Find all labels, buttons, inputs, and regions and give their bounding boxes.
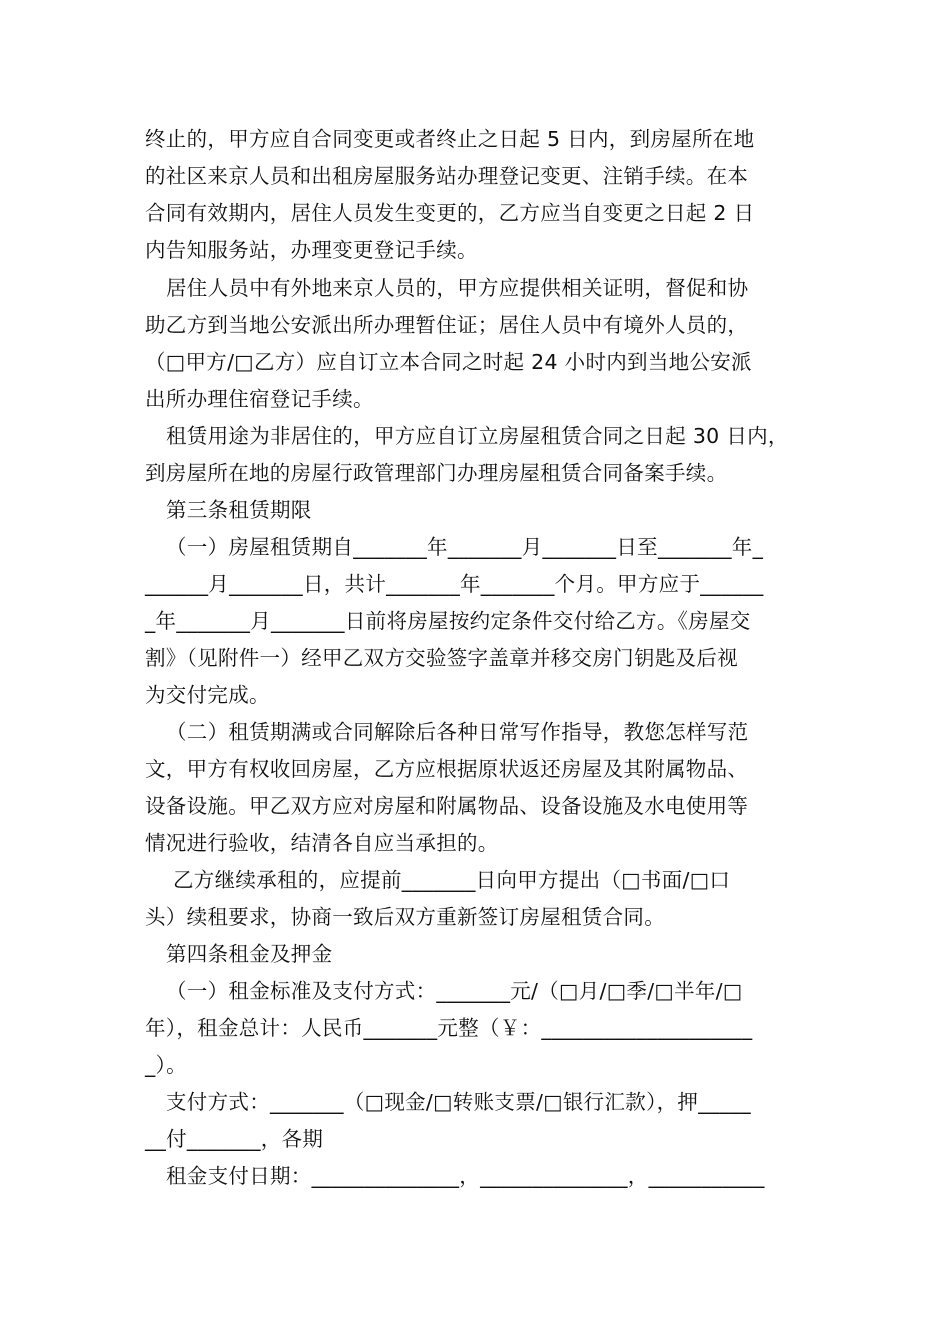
text-line: 租金支付日期：______________，______________，___________: [166, 1164, 765, 1188]
text-line: 设备设施。甲乙双方应对房屋和附属物品、设备设施及水电使用等: [145, 794, 749, 818]
text-line: _年_______月_______日前将房屋按约定条件交付给乙方。《房屋交: [145, 609, 751, 633]
text-line: 情况进行验收，结清各自应当承担的。: [145, 831, 499, 855]
section-heading: 第四条租金及押金: [166, 942, 333, 966]
text-line: 合同有效期内，居住人员发生变更的，乙方应当自变更之日起 2 日: [145, 201, 755, 225]
text-line: 到房屋所在地的房屋行政管理部门办理房屋租赁合同备案手续。: [145, 461, 728, 485]
text-line: 的社区来京人员和出租房屋服务站办理登记变更、注销手续。在本: [145, 164, 749, 188]
text-line: 年），租金总计：人民币_______元整（￥：____________________: [145, 1016, 753, 1040]
text-line: 为交付完成。: [145, 683, 270, 707]
text-line: 文，甲方有权收回房屋，乙方应根据原状返还房屋及其附属物品、: [145, 757, 749, 781]
text-line: （二）租赁期满或合同解除后各种日常写作指导，教您怎样写范: [166, 720, 749, 744]
text-line: 出所办理住宿登记手续。: [145, 387, 374, 411]
text-line: （□甲方/□乙方）应自订立本合同之时起 24 小时内到当地公安派: [145, 350, 752, 374]
text-line: 租赁用途为非居住的，甲方应自订立房屋租赁合同之日起 30 日内，: [166, 424, 789, 448]
text-line: （一）租金标准及支付方式：_______元/（□月/□季/□半年/□: [166, 979, 743, 1003]
section-heading: 第三条租赁期限: [166, 498, 312, 522]
text-line: _）。: [145, 1053, 187, 1077]
text-line: 内告知服务站，办理变更登记手续。: [145, 238, 478, 262]
text-line: ______月_______日，共计_______年_______个月。甲方应于______: [145, 572, 764, 596]
text-line: 居住人员中有外地来京人员的，甲方应提供相关证明，督促和协: [166, 276, 749, 300]
text-line: __付_______，各期: [145, 1127, 324, 1151]
text-line: 割》（见附件一）经甲乙双方交验签字盖章并移交房门钥匙及后视: [145, 646, 738, 670]
text-line: 支付方式：_______（□现金/□转账支票/□银行汇款），押_____: [166, 1090, 751, 1114]
text-line: 乙方继续承租的，应提前_______日向甲方提出（□书面/□口: [173, 868, 731, 892]
text-line: 助乙方到当地公安派出所办理暂住证；居住人员中有境外人员的，: [145, 313, 749, 337]
text-line: 终止的，甲方应自合同变更或者终止之日起 5 日内，到房屋所在地: [145, 127, 755, 151]
text-line: （一）房屋租赁期自_______年_______月_______日至_______年_: [166, 535, 764, 559]
text-line: 头）续租要求，协商一致后双方重新签订房屋租赁合同。: [145, 905, 665, 929]
